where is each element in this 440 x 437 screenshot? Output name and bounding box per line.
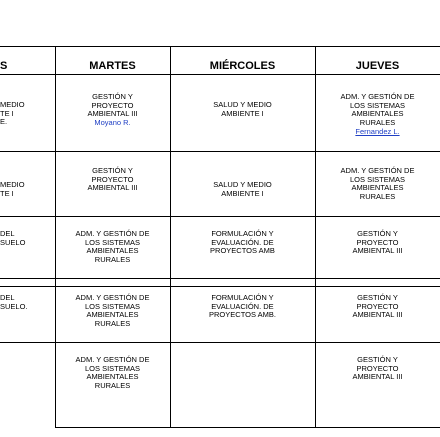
row4-miercoles: FORMULACIÓN Y EVALUACIÓN. DE PROYECTOS AMB. — [209, 293, 276, 320]
header-martes: MARTES — [89, 60, 136, 72]
rule-spacer-bottom — [0, 286, 440, 287]
rule-header-bottom — [0, 74, 440, 75]
row4-jueves: GESTIÓN Y PROYECTO AMBIENTAL III — [352, 293, 403, 320]
row4-left: DEL SUELO. — [0, 293, 28, 311]
row4-martes: ADM. Y GESTIÓN DE LOS SISTEMAS AMBIENTALES RURALES — [75, 293, 150, 329]
row5-jueves: GESTIÓN Y PROYECTO AMBIENTAL III — [352, 355, 403, 382]
rule-row2-bottom — [0, 216, 440, 217]
row1-left: MEDIO TE I E. — [0, 100, 25, 127]
rule-top — [0, 46, 440, 47]
row1-jueves: ADM. Y GESTIÓN DE LOS SISTEMAS AMBIENTALES RURALES Fernandez L. — [315, 93, 440, 137]
row2-martes: GESTIÓN Y PROYECTO AMBIENTAL III — [87, 166, 138, 193]
rule-row4-bottom — [0, 342, 440, 343]
rule-row1-bottom — [0, 151, 440, 152]
teacher-link[interactable]: Fernandez L. — [355, 126, 400, 136]
header-miercoles: MIÉRCOLES — [209, 60, 276, 72]
row3-martes: ADM. Y GESTIÓN DE LOS SISTEMAS AMBIENTALES RURALES — [75, 229, 150, 265]
row3-jueves: GESTIÓN Y PROYECTO AMBIENTAL III — [352, 229, 403, 256]
teacher-name: Moyano R. — [94, 118, 131, 128]
header-jueves: JUEVES — [355, 60, 400, 72]
row2-jueves: ADM. Y GESTIÓN DE LOS SISTEMAS AMBIENTALES RURALES — [340, 166, 415, 202]
row3-left: DEL SUELO — [0, 229, 26, 247]
rule-table-bottom — [55, 427, 440, 428]
row5-martes: ADM. Y GESTIÓN DE LOS SISTEMAS AMBIENTALES RURALES — [75, 355, 150, 391]
row2-left: MEDIO TE I — [0, 180, 25, 198]
rule-row3-bottom — [0, 278, 440, 279]
row1-martes: GESTIÓN Y PROYECTO AMBIENTAL III Moyano R. — [55, 93, 170, 128]
row3-miercoles: FORMULACIÓN Y EVALUACIÓN. DE PROYECTOS AMB — [210, 229, 275, 256]
header-left-fragment: S — [0, 60, 8, 72]
row1-miercoles: SALUD Y MEDIO AMBIENTE I — [213, 100, 272, 118]
row2-miercoles: SALUD Y MEDIO AMBIENTE I — [213, 180, 272, 198]
